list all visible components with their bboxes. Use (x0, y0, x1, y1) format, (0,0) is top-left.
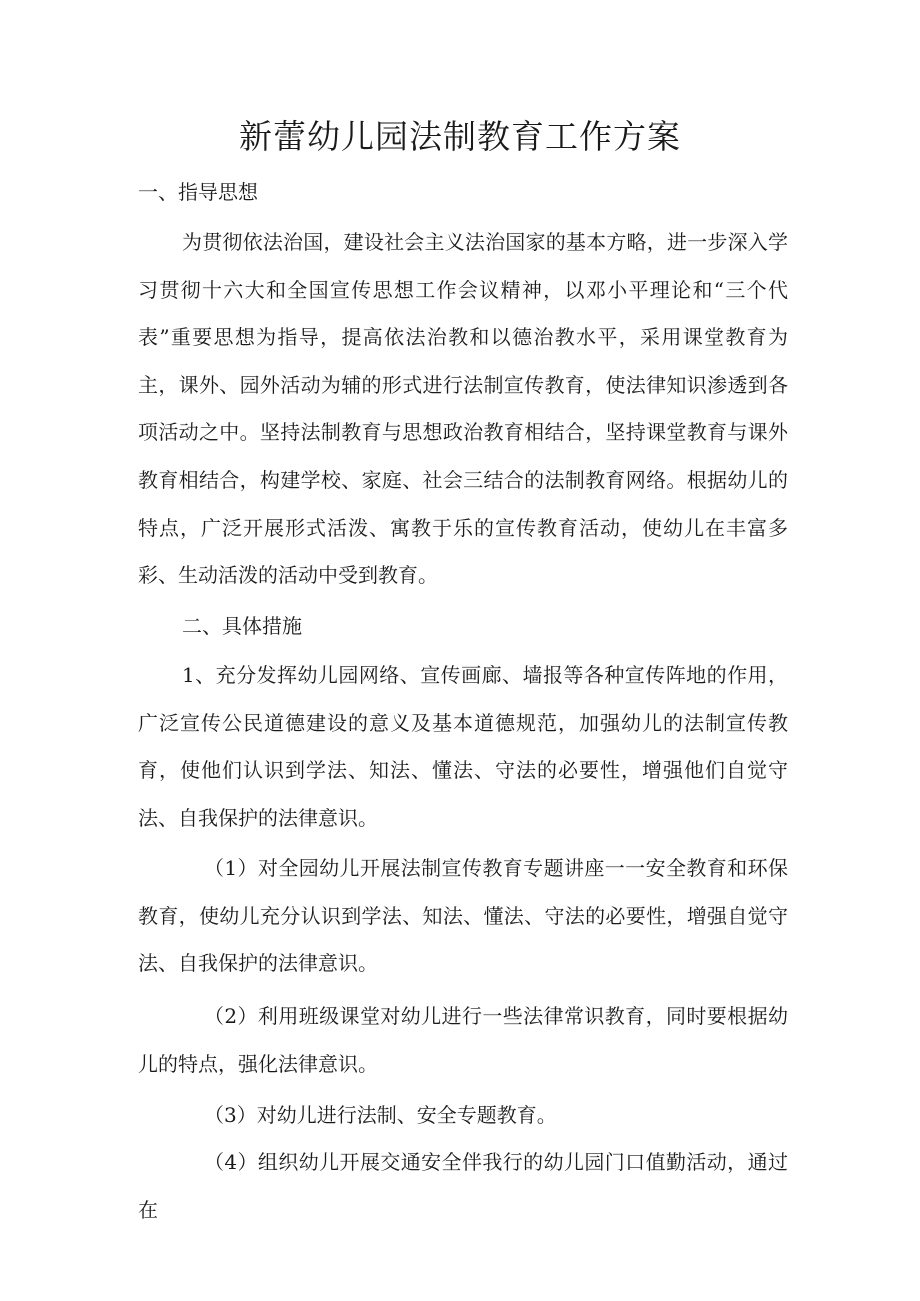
paragraph-item-3: （3）对幼儿进行法制、安全专题教育。 (204, 1103, 557, 1127)
section-heading-measures: 二、具体措施 (182, 614, 302, 638)
section-heading-guiding-thought: 一、指导思想 (138, 180, 258, 204)
paragraph-guiding-thought: 为贯彻依法治国，建设社会主义法治国家的基本方略，进一步深入学习贯彻十六大和全国宣传思想工作会议精神，以邓小平理论和“三个代表”重要思想为指导，提高依法治教和以德治教水平，采用课堂教育为主，课外、园外活动为辅的形式进行法制宣传教育，使法律知识渗透到各项活动之中。坚持法制教育与思想政治教育相结合，坚持课堂教育与课外教育相结合，构建学校、家庭、社会三结合的法制教育网络。根据幼儿的特点，广泛开展形式活泼、寓教于乐的宣传教育活动，使幼儿在丰富多彩、生动活泼的活动中受到教育。 (138, 230, 788, 588)
paragraph-item-2: （2）利用班级课堂对幼儿进行一些法律常识教育，同时要根据幼儿的特点，强化法律意识。 (138, 1004, 788, 1076)
paragraph-item-1: （1）对全园幼儿开展法制宣传教育专题讲座一一安全教育和环保教育，使幼儿充分认识到学法、知法、懂法、守法的必要性，增强自觉守法、自我保护的法律意识。 (138, 856, 788, 976)
paragraph-measure-1: 1、充分发挥幼儿园网络、宣传画廊、墙报等各种宣传阵地的作用，广泛宣传公民道德建设的意义及基本道德规范，加强幼儿的法制宣传教育，使他们认识到学法、知法、懂法、守法的必要性，增强他们自觉守法、自我保护的法律意识。 (138, 663, 788, 830)
document-title: 新蕾幼儿园法制教育工作方案 (239, 117, 681, 156)
paragraph-item-4: （4）组织幼儿开展交通安全伴我行的幼儿园门口值勤活动，通过在 (138, 1150, 788, 1222)
